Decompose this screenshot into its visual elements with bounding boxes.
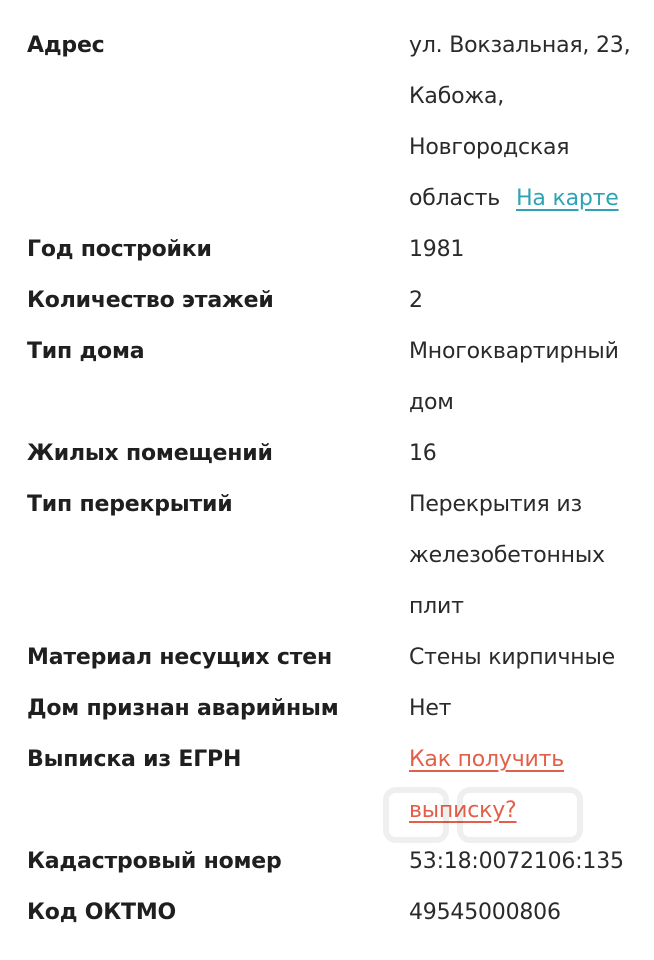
cadastral-value: 53:18:0072106:135 — [409, 849, 624, 874]
emergency-value: Нет — [409, 696, 452, 721]
property-row-address — [27, 20, 637, 224]
egrn-how-to-link-line-1[interactable]: Как получить — [409, 747, 564, 772]
walls-value: Стены кирпичные — [409, 645, 615, 670]
address-line-street: ул. Вокзальная, 23, — [409, 33, 631, 58]
property-row-year — [27, 224, 637, 275]
house-type-line-2: дом — [409, 390, 454, 415]
floors-label: Количество этажей — [27, 288, 274, 313]
property-row-egrn — [27, 734, 637, 836]
house-type-line-1: Многоквартирный — [409, 339, 619, 364]
on-map-link[interactable]: На карте — [516, 186, 619, 211]
cadastral-label: Кадастровый номер — [27, 849, 282, 874]
floor-type-line-3: плит — [409, 594, 464, 619]
living-value: 16 — [409, 441, 437, 466]
property-row-cadastral — [27, 836, 637, 887]
oktmo-value: 49545000806 — [409, 900, 561, 925]
property-row-living — [27, 428, 637, 479]
house-type-value — [409, 326, 637, 428]
property-row-floor-type — [27, 479, 637, 632]
walls-label: Материал несущих стен — [27, 645, 332, 670]
egrn-how-to-link-line-2[interactable]: выписку? — [409, 798, 517, 823]
address-line-locality: Кабожа, — [409, 84, 505, 109]
oktmo-label: Код ОКТМО — [27, 900, 177, 925]
living-label: Жилых помещений — [27, 441, 273, 466]
floor-type-value — [409, 479, 637, 632]
property-row-floors — [27, 275, 637, 326]
floor-type-line-2: железобетонных — [409, 543, 605, 568]
property-row-house-type — [27, 326, 637, 428]
emergency-label: Дом признан аварийным — [27, 696, 339, 721]
house-properties-list — [27, 20, 637, 938]
egrn-label: Выписка из ЕГРН — [27, 747, 242, 772]
property-row-walls — [27, 632, 637, 683]
year-value: 1981 — [409, 237, 465, 262]
address-line-last — [409, 173, 637, 224]
floor-type-label: Тип перекрытий — [27, 492, 233, 517]
address-line-oblast: область — [409, 186, 501, 211]
floors-value: 2 — [409, 288, 423, 313]
property-row-oktmo — [27, 887, 637, 938]
house-type-label: Тип дома — [27, 339, 145, 364]
property-row-emergency — [27, 683, 637, 734]
egrn-value — [409, 734, 637, 836]
address-line-region: Новгородская — [409, 135, 570, 160]
address-value — [409, 20, 637, 224]
floor-type-line-1: Перекрытия из — [409, 492, 582, 517]
address-label: Адрес — [27, 33, 105, 58]
year-label: Год постройки — [27, 237, 212, 262]
